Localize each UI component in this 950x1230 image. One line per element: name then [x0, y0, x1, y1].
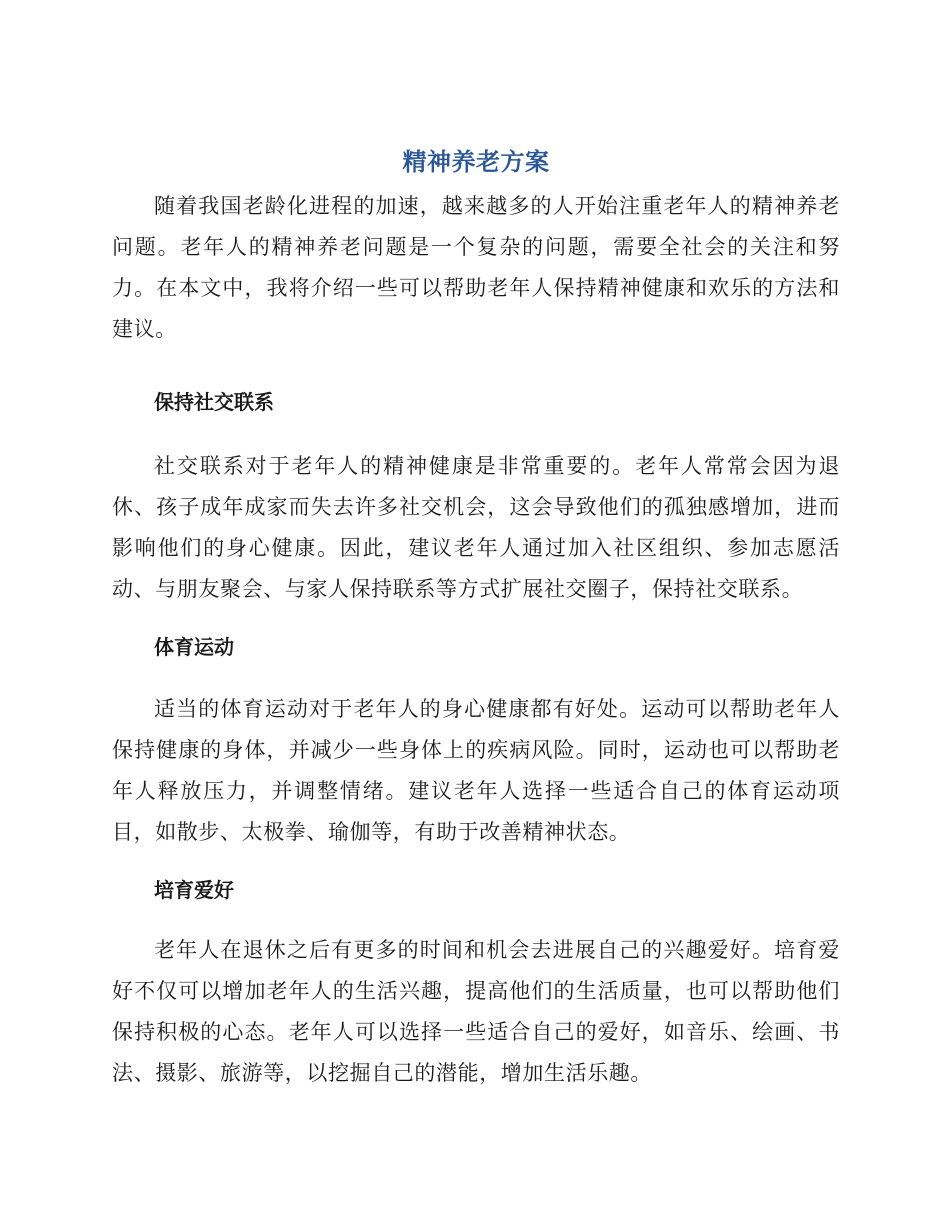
section-body-social: 社交联系对于老年人的精神健康是非常重要的。老年人常常会因为退休、孩子成年成家而失去许多社交机会，这会导致他们的孤独感增加，进而影响他们的身心健康。因此，建议老年人通过加入社区组织、参加志愿活动、与朋友聚会、与家人保持联系等方式扩展社交圈子，保持社交联系。 [112, 454, 840, 601]
intro-paragraph: 随着我国老龄化进程的加速，越来越多的人开始注重老年人的精神养老问题。老年人的精神养老问题是一个复杂的问题，需要全社会的关注和努力。在本文中，我将介绍一些可以帮助老年人保持精神健康和欢乐的方法和建议。 [112, 194, 840, 341]
document-page [112, 138, 840, 1094]
section-heading-exercise: 体育运动 [154, 635, 234, 659]
document-title: 精神养老方案 [402, 148, 550, 176]
section-heading-social: 保持社交联系 [154, 390, 274, 414]
section-body-hobbies: 老年人在退休之后有更多的时间和机会去进展自己的兴趣爱好。培育爱好不仅可以增加老年人的生活兴趣，提高他们的生活质量，也可以帮助他们保持积极的心态。老年人可以选择一些适合自己的爱好，如音乐、绘画、书法、摄影、旅游等，以挖掘自己的潜能，增加生活乐趣。 [112, 938, 840, 1085]
section-heading-hobbies: 培育爱好 [154, 878, 234, 902]
section-body-exercise: 适当的体育运动对于老年人的身心健康都有好处。运动可以帮助老年人保持健康的身体，并减少一些身体上的疾病风险。同时，运动也可以帮助老年人释放压力，并调整情绪。建议老年人选择一些适合自己的体育运动项目，如散步、太极拳、瑜伽等，有助于改善精神状态。 [112, 697, 840, 844]
